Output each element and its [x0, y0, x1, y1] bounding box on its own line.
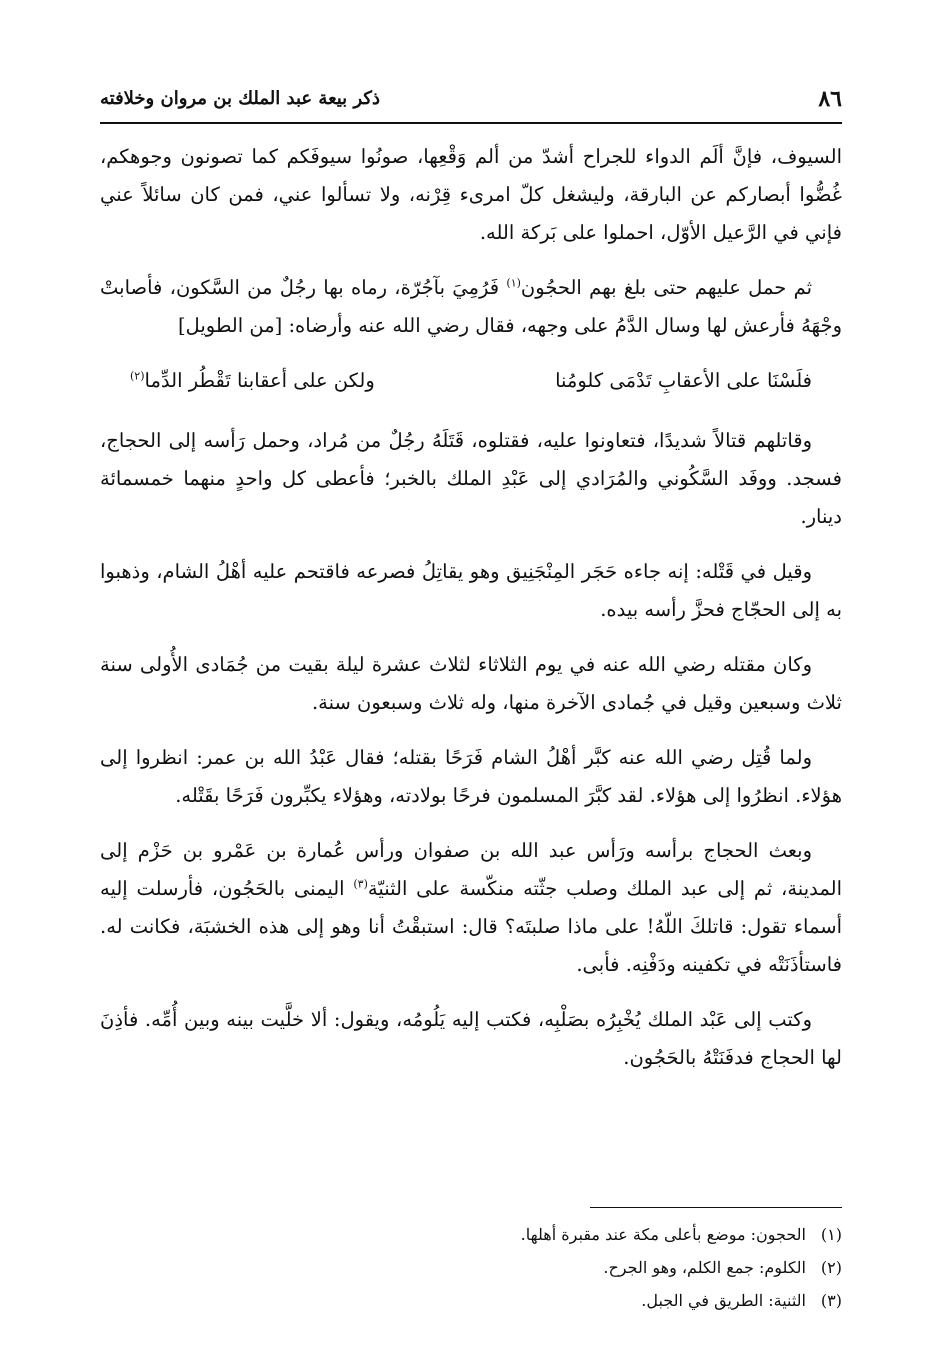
- footnote-number: (٢): [820, 1258, 842, 1277]
- footnote-marker[interactable]: (٢): [130, 369, 145, 383]
- footnote-text: الحجون: موضع بأعلى مكة عند مقبرة أهلها.: [520, 1225, 806, 1244]
- page-number: ٨٦: [818, 86, 842, 112]
- footnote-text: الكلوم: جمع الكلم، وهو الجرح.: [603, 1258, 806, 1277]
- page-header: [100, 82, 842, 124]
- footnote-item: [100, 1251, 842, 1284]
- paragraph: [100, 832, 842, 984]
- paragraph: وكتب إلى عَبْد الملك يُخْبِرُه بصَلْبِه، فكتب إليه يَلُومُه، ويقول: ألا خلَّيت بينه وبين أُمِّه. فأذِنَ لها الحجاج فدفَنَتْهُ بالحَجُون.: [100, 1008, 842, 1069]
- footnote-number: (٣): [820, 1291, 842, 1310]
- footnote-text: الثنية: الطريق في الجبل.: [641, 1291, 806, 1310]
- paragraph: وقيل في قَتْله: إنه جاءه حَجَر المِنْجَنِيق وهو يقاتِلُ فصرعه فاقتحم عليه أهْلُ الشام، وذهبوا به إلى الحجّاج فحزَّ رأسه بيده.: [100, 560, 842, 621]
- paragraph: [100, 269, 842, 345]
- paragraph-text: اليمنى بالحَجُون، فأرسلت إليه أسماء تقول: قاتلكَ اللّهُ! على ماذا صلبتَه؟ قال: استبقْتُ أنا وهو إلى هذه الخشبَة، فكانت له. فاستأذَنَتْه في تكفينه ودَفْنِه. فأبى.: [100, 877, 842, 976]
- verse-second-hemistich-wrapper: [130, 362, 375, 400]
- footnote-marker[interactable]: (١): [506, 276, 521, 290]
- main-text: [100, 138, 842, 1094]
- running-title: ذكر بيعة عبد الملك بن مروان وخلافته: [100, 88, 380, 109]
- paragraph: وقاتلهم قتالاً شديدًا، فتعاونوا عليه، فقتلوه، قَتَلَهُ رجُلٌ من مُراد، وحمل رَأسه إلى الحجاج، فسجد. ووفَد السَّكُوني والمُرَادي إلى عَبْدِ الملك بالخبر؛ فأعطى كل واحدٍ منهما خمسمائة دينار.: [100, 429, 842, 528]
- paragraph: السيوف، فإنَّ ألَم الدواء للجراح أشدّ من ألم وَقْعِها، صونُوا سيوفَكم كما تصونون وجوهكم، غُضُّوا أبصاركم عن البارقة، وليشغل كلّ امرىء قِرْنه، ولا تسألوا عني، فمن كان سائلاً عني فإني في الرَّعيل الأوّل، احملوا على بَركة الله.: [100, 145, 842, 244]
- footnotes: [100, 1218, 842, 1317]
- paragraph-text: فَرُمِيَ بآجُرّة، رماه بها رجُلٌ من السَّكون، فأصابتْ وجْهَهُ فأرعش لها وسال الدَّمُ على وجهه، فقال رضي الله عنه وأرضاه: [من الطويل]: [100, 276, 842, 337]
- paragraph-text: وبعث الحجاج برأسه ورَأس عبد الله بن صفوان ورأس عُمارة بن عَمْرو بن حَزْم إلى المدينة، ثم إلى عبد الملك وصلب جثّته منكّسة على الثنيّة: [100, 839, 842, 900]
- footnote-divider: [590, 1207, 842, 1208]
- footnote-item: [100, 1284, 842, 1317]
- footnote-number: (١): [820, 1225, 842, 1244]
- paragraph: وكان مقتله رضي الله عنه في يوم الثلاثاء لثلاث عشرة ليلة بقيت من جُمَادى الأُولى سنة ثلاث وسبعين وقيل في جُمادى الآخرة منها، وله ثلاث وسبعون سنة.: [100, 653, 842, 714]
- paragraph: ولما قُتِل رضي الله عنه كبَّر أهْلُ الشام فَرَحًا بقتله؛ فقال عَبْدُ الله بن عمر: انظروا إلى هؤلاء. انظرُوا إلى هؤلاء. لقد كبَّرَ المسلمون فرحًا بولادته، وهؤلاء يكبِّرون فَرَحًا بقَتْله.: [100, 746, 842, 807]
- poetry-verse: [130, 362, 812, 400]
- verse-second-hemistich: ولكن على أعقابنا تَقْطُر الدِّما: [144, 369, 375, 392]
- verse-first-hemistich: فلَسْنَا على الأعقابِ تَدْمَى كلومُنا: [555, 369, 812, 392]
- paragraph-text: ثم حمل عليهم حتى بلغ بهم الحجُون: [520, 276, 812, 299]
- footnote-item: [100, 1218, 842, 1251]
- footnote-marker[interactable]: (٣): [353, 877, 368, 891]
